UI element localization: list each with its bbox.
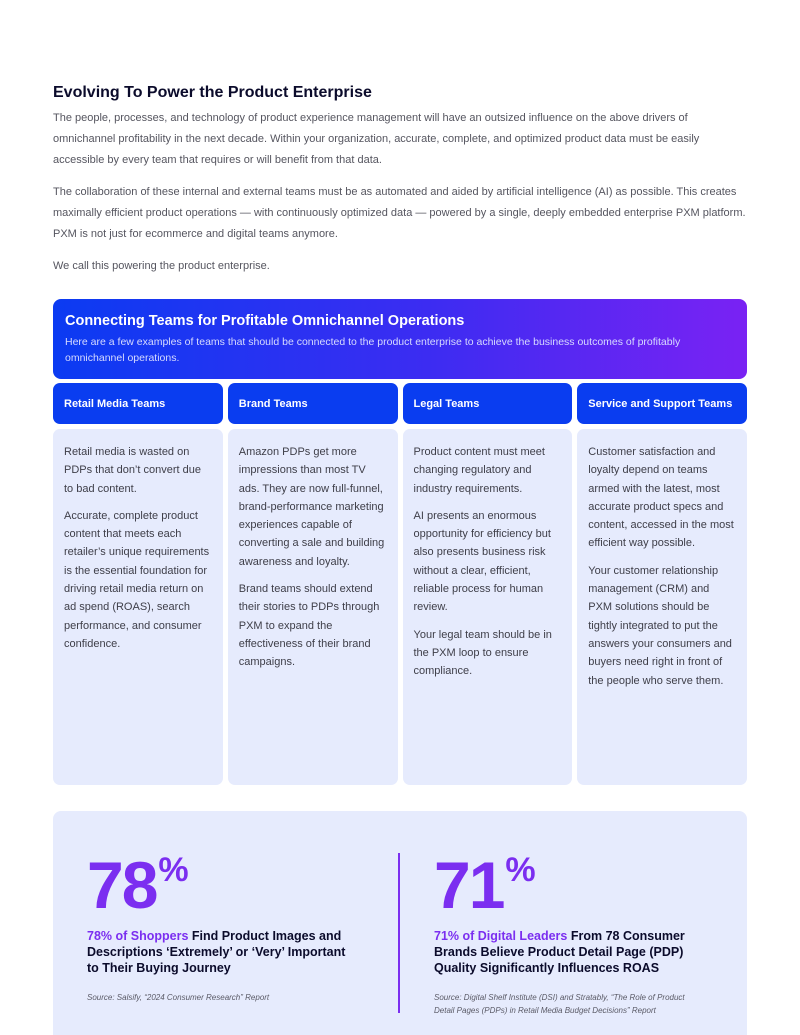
intro-title: Evolving To Power the Product Enterprise	[53, 84, 372, 101]
stats-panel	[53, 811, 747, 1035]
team-header: Brand Teams	[228, 383, 398, 424]
team-card	[228, 429, 398, 785]
team-paragraph: Brand teams should extend their stories to PDPs through PXM to expand the effectiveness of their brand campaigns.	[238, 583, 380, 669]
stat-headline-text: Find Product Images and Descriptions ‘Extremely’ or ‘Very’ Important to Their Buying Journey	[87, 929, 346, 975]
team-paragraph: Customer satisfaction and loyalty depend on teams armed with the latest, most accurate product specs and content, accessed in the most efficient way possible.	[588, 446, 734, 550]
team-paragraph: Product content must meet changing regulatory and industry requirements.	[413, 446, 545, 495]
stat-highlight: 78% of Shoppers	[87, 929, 189, 943]
team-paragraph: Amazon PDPs get more impressions than most TV ads. They are now full-funnel, brand-performance marketing experiences capable of converting a sale and building awareness and loyalty.	[238, 446, 385, 568]
team-column-service-support	[577, 383, 747, 785]
teams-grid	[53, 383, 747, 785]
stat-source: Source: Digital Shelf Institute (DSI) and Stratably, “The Role of Product Detail Pages (PDPs) in Retail Media Budget Decisions” Report	[434, 993, 685, 1016]
stat-headline-text: From 78 Consumer Brands Believe Product Detail Page (PDP) Quality Significantly Influences ROAS	[434, 929, 685, 975]
intro-paragraph: The people, processes, and technology of product experience management will have an outsized influence on the above drivers of omnichannel profitability in the next decade. Within your organization, accurate, complete, and optimized product data must be easily accessible by every team that requires or will benefit from that data.	[53, 112, 700, 166]
stat-value: 78	[87, 848, 157, 922]
stat-percent-sign: %	[158, 851, 189, 889]
teams-banner	[53, 299, 747, 379]
stat-digital-leaders	[434, 848, 704, 1017]
team-card	[403, 429, 573, 785]
team-column-brand	[228, 383, 398, 785]
intro-section	[53, 82, 753, 288]
stats-divider	[398, 853, 400, 1013]
team-header: Legal Teams	[403, 383, 573, 424]
intro-paragraph: We call this powering the product enterprise.	[53, 260, 270, 272]
stat-number	[87, 848, 357, 922]
team-paragraph: Accurate, complete product content that meets each retailer’s unique requirements is the essential foundation for driving retail media return on ad spend (ROAS), search performance, and consumer confidence.	[64, 509, 210, 650]
team-card	[53, 429, 223, 785]
team-card	[577, 429, 747, 785]
stat-headline	[87, 929, 357, 976]
team-paragraph: Retail media is wasted on PDPs that don’t convert due to bad content.	[64, 446, 201, 495]
team-column-legal	[403, 383, 573, 785]
stat-source: Source: Salsify, “2024 Consumer Research” Report	[87, 993, 270, 1003]
stat-number	[434, 848, 704, 922]
team-paragraph: AI presents an enormous opportunity for efficiency but also presents business risk without a clear, efficient, reliable process for human review.	[413, 509, 551, 614]
team-header: Retail Media Teams	[53, 383, 223, 424]
team-paragraph: Your customer relationship management (CRM) and PXM solutions should be tightly integrated to put the answers your consumers and buyers need right in front of the people who serve them.	[588, 564, 732, 687]
banner-subtitle: Here are a few examples of teams that should be connected to the product enterprise to achieve the business outcomes of profitably omnichannel operations.	[65, 336, 681, 364]
team-header: Service and Support Teams	[577, 383, 747, 424]
stat-highlight: 71% of Digital Leaders	[434, 929, 568, 943]
intro-paragraph: The collaboration of these internal and external teams must be as automated and aided by artificial intelligence (AI) as possible. This creates maximally efficient product operations — with continuously optimized data — powered by a single, deeply embedded enterprise PXM platform. PXM is not just for ecommerce and digital teams anymore.	[53, 186, 746, 240]
stat-shoppers	[87, 848, 357, 1004]
banner-title: Connecting Teams for Profitable Omnichannel Operations	[65, 313, 465, 329]
stat-percent-sign: %	[505, 851, 536, 889]
team-column-retail-media	[53, 383, 223, 785]
stat-headline	[434, 929, 704, 976]
team-paragraph: Your legal team should be in the PXM loop to ensure compliance.	[413, 628, 552, 678]
stat-value: 71	[434, 848, 504, 922]
